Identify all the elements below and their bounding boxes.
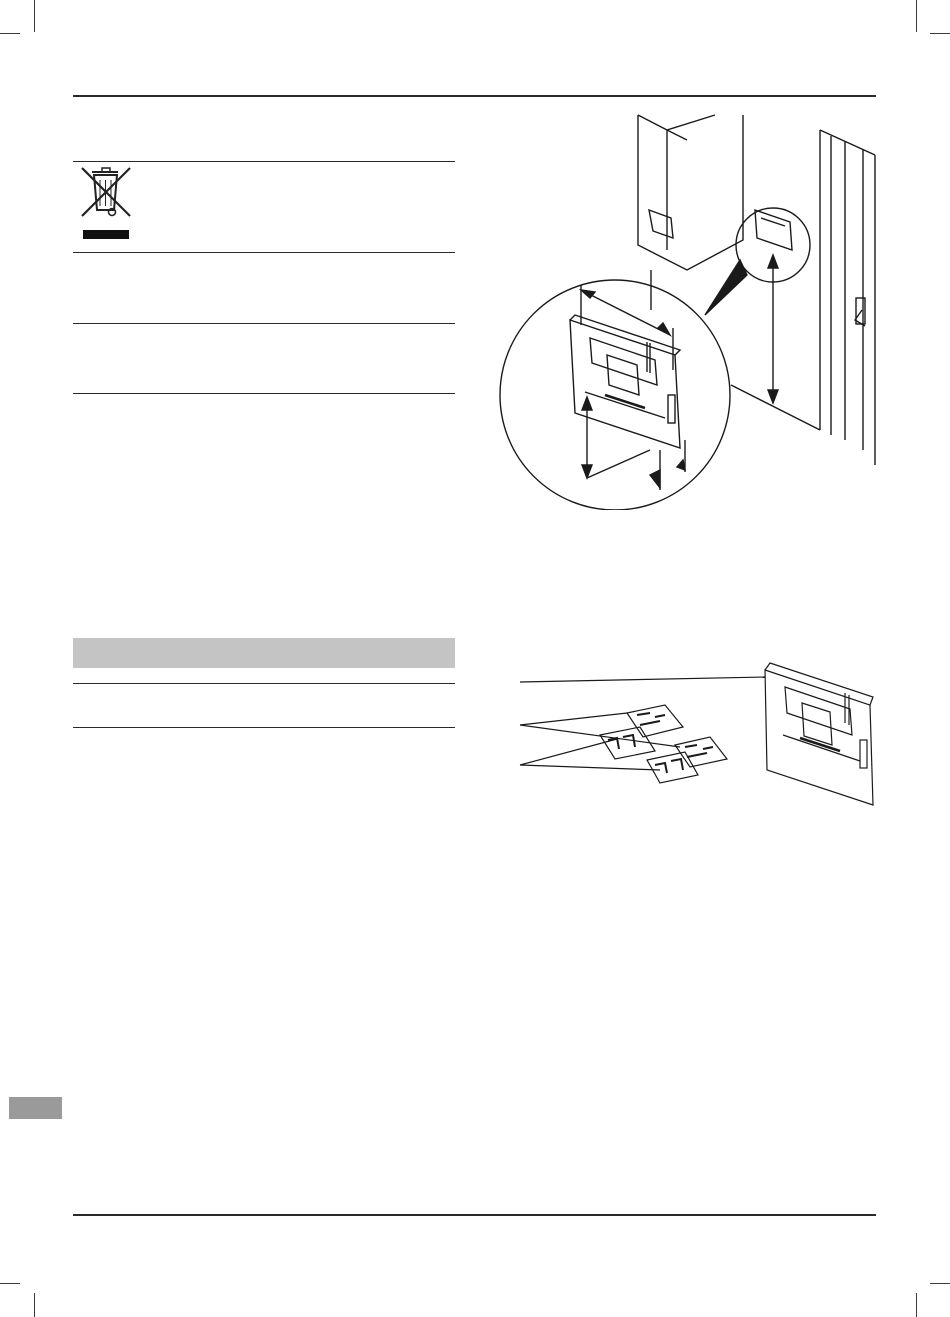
crop-mark-bottom-left-v [34, 1293, 35, 1317]
table-rule-2 [73, 252, 455, 253]
table-rule-4 [73, 393, 455, 394]
wall-mount-installation-illustration [495, 110, 885, 510]
crop-mark-bottom-right-v [916, 1293, 917, 1317]
section-heading-band [73, 638, 455, 668]
package-contents-illustration [515, 655, 885, 815]
crop-mark-top-left-v [34, 0, 35, 32]
header-rule [73, 95, 876, 97]
language-tab-marker [9, 1097, 62, 1119]
crossed-out-wheelie-bin-icon [78, 162, 134, 242]
table-rule-5 [73, 683, 455, 684]
crop-mark-bottom-right-h [930, 1283, 950, 1284]
table-rule-3 [73, 323, 455, 324]
crop-mark-top-right-v [916, 0, 917, 32]
crop-mark-bottom-left-h [0, 1283, 20, 1284]
crop-mark-top-right-h [930, 33, 950, 34]
table-rule-6 [73, 727, 455, 728]
crop-mark-top-left-h [0, 33, 20, 34]
footer-rule [73, 1214, 876, 1216]
